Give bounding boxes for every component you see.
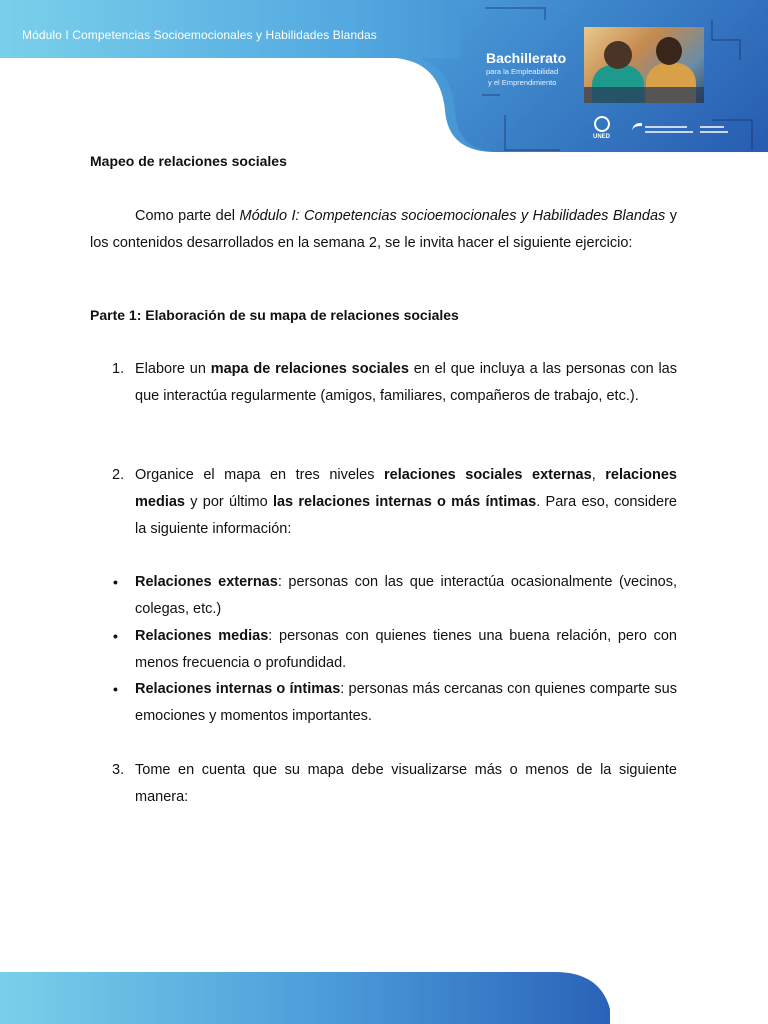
- brand-title: Bachillerato: [486, 50, 567, 66]
- uned-logo-text: UNED: [593, 134, 611, 140]
- header-photo: [584, 27, 704, 103]
- partner-logo-line: [700, 126, 724, 128]
- uned-logo-icon: [594, 116, 610, 132]
- list-item: Tome en cuenta que su mapa debe visualizarse más o menos de la siguiente manera:: [135, 762, 677, 805]
- list-number: 2.: [112, 467, 125, 483]
- footer-banner: [0, 964, 768, 1024]
- list-item: Elabore un mapa de relaciones sociales en el que incluya a las personas con las que interactúa regularmente (amigos, familiares, compañeros de trabajo, etc.).: [135, 361, 677, 404]
- module-title: Módulo I Competencias Socioemocionales y Habilidades Blandas: [22, 28, 377, 42]
- intro-paragraph: Como parte del Módulo I: Competencias socioemocionales y Habilidades Blandas y los contenidos desarrollados en la semana 2, se le invita hacer el siguiente ejercicio:: [90, 208, 677, 251]
- partner-logo-line: [645, 126, 687, 128]
- bullet-icon: •: [113, 628, 118, 644]
- list-number: 3.: [112, 762, 125, 778]
- brand-subtitle-1: para la Empleabilidad: [486, 67, 559, 76]
- list-number: 1.: [112, 361, 125, 377]
- partner-logo-icon: [632, 123, 642, 134]
- bullet-item: Relaciones medias: personas con quienes tienes una buena relación, pero con menos frecuencia o profundidad.: [135, 628, 677, 671]
- bullet-item: Relaciones externas: personas con las que interactúa ocasionalmente (vecinos, colegas, etc.): [135, 574, 677, 617]
- bullet-icon: •: [113, 574, 118, 590]
- bullet-icon: •: [113, 681, 118, 697]
- brand-subtitle-2: y el Emprendimiento: [488, 78, 557, 87]
- document-title: Mapeo de relaciones sociales: [90, 153, 287, 169]
- partner-logo-line: [700, 131, 728, 133]
- bullet-item: Relaciones internas o íntimas: personas más cercanas con quienes comparte sus emociones y momentos importantes.: [135, 681, 677, 724]
- part1-title: Parte 1: Elaboración de su mapa de relaciones sociales: [90, 307, 459, 323]
- partner-logo-line: [645, 131, 693, 133]
- list-item: Organice el mapa en tres niveles relaciones sociales externas, relaciones medias y por último las relaciones internas o más íntimas. Para eso, considere la siguiente información:: [135, 467, 677, 537]
